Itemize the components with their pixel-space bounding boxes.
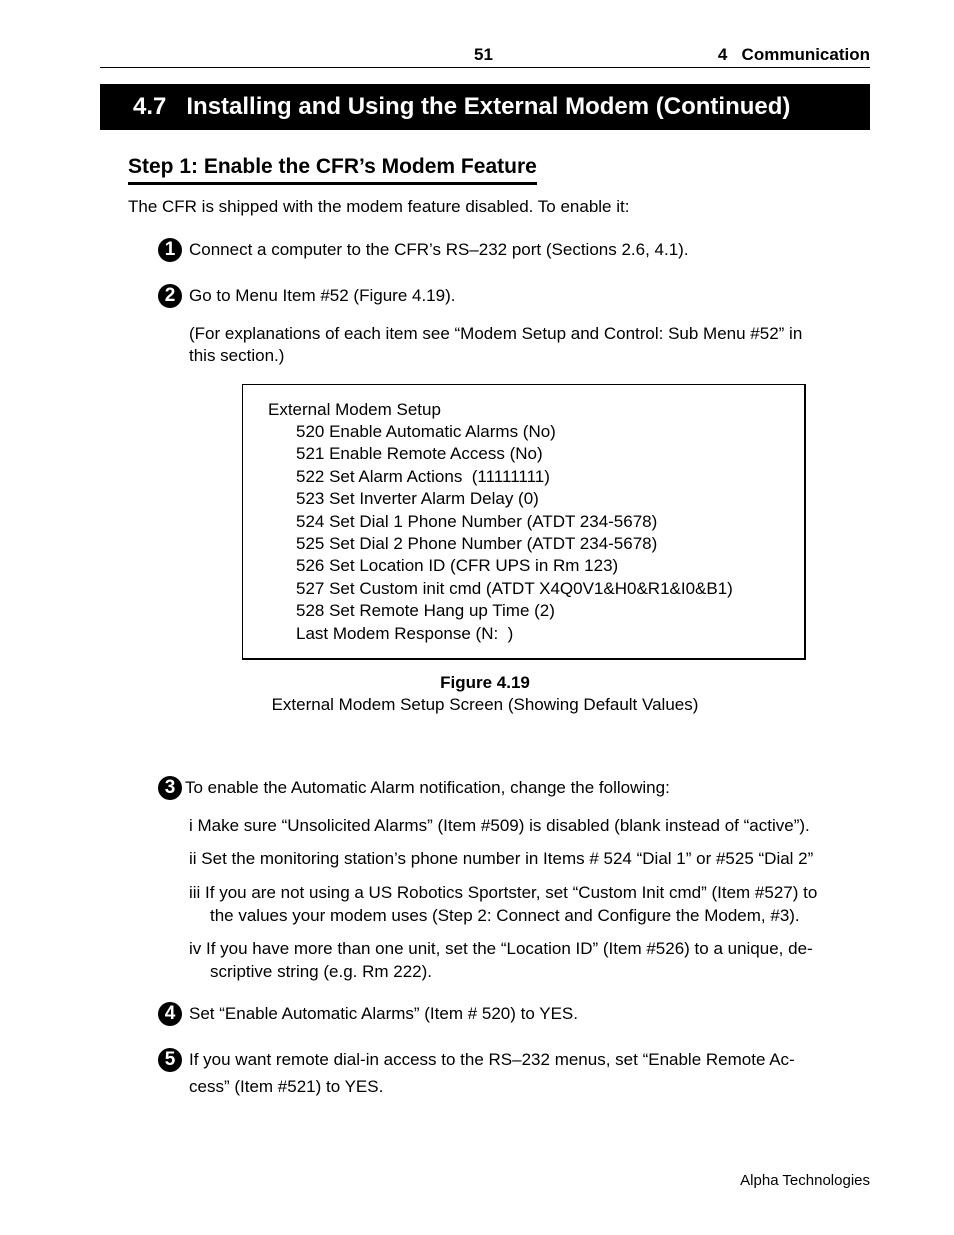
screen-title: External Modem Setup (268, 400, 441, 419)
step-3-text: To enable the Automatic Alarm notification, change the following: (185, 778, 670, 797)
modem-setup-screen (242, 384, 806, 660)
step-5-line2: cess” (Item #521) to YES. (189, 1077, 384, 1096)
step-2-note-line2: this section.) (189, 346, 285, 365)
menu-item-526: 526 Set Location ID (CFR UPS in Rm 123) (296, 556, 619, 576)
step-badge-4: 4 (158, 1002, 182, 1026)
step-2-note-line1: (For explanations of each item see “Modem Setup and Control: Sub Menu #52” in (189, 324, 803, 343)
step-badge-2: 2 (158, 284, 182, 308)
substep-iv-line2: scriptive string (e.g. Rm 222). (210, 962, 433, 981)
step-2-text: Go to Menu Item #52 (Figure 4.19). (189, 286, 456, 305)
substep-ii: ii Set the monitoring station’s phone number in Items # 524 “Dial 1” or #525 “Dial 2” (189, 849, 814, 868)
chapter-title: 4 Communication (717, 45, 870, 64)
menu-item-524: 524 Set Dial 1 Phone Number (ATDT 234-5678) (296, 511, 658, 531)
substep-i: i Make sure “Unsolicited Alarms” (Item #509) is disabled (blank instead of “active”). (189, 816, 810, 835)
header-rule (100, 67, 870, 68)
footer-company: Alpha Technologies (740, 1172, 870, 1189)
figure-caption: External Modem Setup Screen (Showing Default Values) (271, 695, 699, 714)
step-badge-3: 3 (158, 776, 182, 800)
substep-iii-line1: iii If you are not using a US Robotics Sportster, set “Custom Init cmd” (Item #527) to (189, 883, 818, 902)
step-4-text: Set “Enable Automatic Alarms” (Item # 520) to YES. (189, 1004, 578, 1023)
menu-item-520: 520 Enable Automatic Alarms (No) (296, 422, 556, 441)
step-1-text: Connect a computer to the CFR’s RS–232 port (Sections 2.6, 4.1). (189, 240, 689, 259)
substep-iii-line2: the values your modem uses (Step 2: Connect and Configure the Modem, #3). (210, 906, 800, 925)
step-badge-1: 1 (158, 238, 182, 262)
menu-item-528: 528 Set Remote Hang up Time (2) (296, 601, 555, 621)
screen-menu-list (296, 421, 733, 645)
intro-text: The CFR is shipped with the modem feature disabled. To enable it: (128, 197, 630, 216)
last-modem-response: Last Modem Response (N: ) (296, 623, 514, 643)
figure-label: Figure 4.19 (440, 673, 530, 692)
menu-item-521: 521 Enable Remote Access (No) (296, 444, 543, 464)
page-number: 51 (474, 45, 493, 64)
menu-item-523: 523 Set Inverter Alarm Delay (0) (296, 489, 539, 509)
menu-item-525: 525 Set Dial 2 Phone Number (ATDT 234-5678) (296, 534, 658, 554)
menu-item-527: 527 Set Custom init cmd (ATDT X4Q0V1&H0&R1&I0&B1) (296, 578, 733, 598)
step-5-line1: If you want remote dial-in access to the RS–232 menus, set “Enable Remote Ac- (189, 1050, 795, 1069)
step-badge-5: 5 (158, 1048, 182, 1072)
substep-iv-line1: iv If you have more than one unit, set the “Location ID” (Item #526) to a unique, de- (189, 939, 813, 958)
section-title: 4.7 Installing and Using the External Modem (Continued) (133, 93, 791, 120)
section-banner (100, 84, 870, 130)
menu-item-522: 522 Set Alarm Actions (11111111) (296, 466, 550, 486)
step-heading: Step 1: Enable the CFR’s Modem Feature (128, 155, 537, 185)
